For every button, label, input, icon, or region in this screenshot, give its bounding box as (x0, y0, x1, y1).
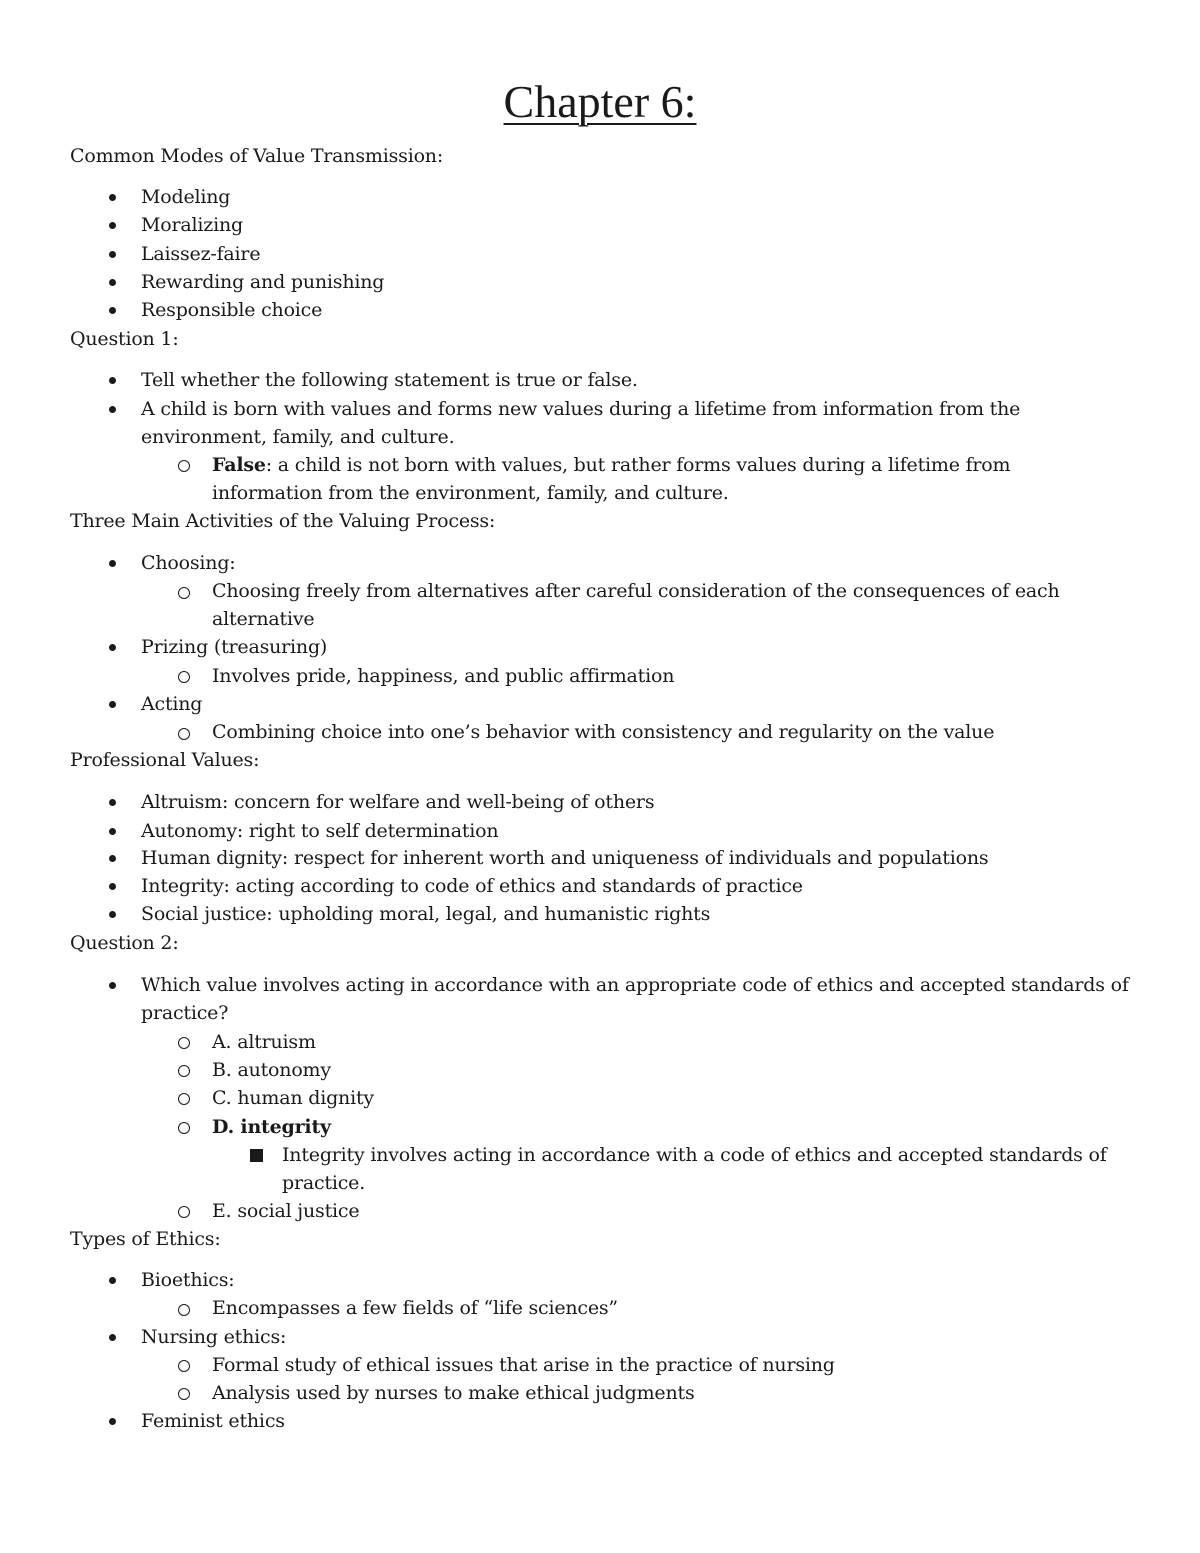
bullet-icon (109, 982, 116, 989)
sub-item: Formal study of ethical issues that arise in the practice of nursing (212, 1354, 835, 1376)
list-item-continuation: environment, family, and culture. (141, 426, 455, 448)
list-item: Human dignity: respect for inherent worth and uniqueness of individuals and populations (141, 847, 989, 869)
list-item: Prizing (treasuring) (141, 636, 328, 658)
circle-bullet-icon (178, 460, 190, 472)
bullet-icon (109, 883, 116, 890)
list-item: Nursing ethics: (141, 1326, 287, 1348)
section-heading-question-1: Question 1: (70, 328, 179, 350)
list-item: Tell whether the following statement is true or false. (141, 369, 638, 391)
sub-item: Combining choice into one’s behavior with consistency and regularity on the value (212, 721, 995, 743)
list-item: Responsible choice (141, 299, 323, 321)
page-title: Chapter 6: (503, 76, 697, 127)
answer-option: B. autonomy (212, 1059, 331, 1081)
list-item: Acting (141, 693, 203, 715)
bullet-icon (109, 828, 116, 835)
explanation: Integrity involves acting in accordance with a code of ethics and accepted standards of (282, 1144, 1107, 1166)
section-heading-professional: Professional Values: (70, 749, 260, 771)
bullet-icon (109, 1418, 116, 1425)
list-item: Bioethics: (141, 1269, 235, 1291)
circle-bullet-icon (178, 1304, 190, 1316)
circle-bullet-icon (178, 1206, 190, 1218)
circle-bullet-icon (178, 671, 190, 683)
sub-item: Choosing freely from alternatives after careful consideration of the consequences of each (212, 580, 1060, 602)
bullet-icon (109, 855, 116, 862)
list-item: Autonomy: right to self determination (141, 820, 499, 842)
sub-item-continuation: alternative (212, 608, 315, 630)
circle-bullet-icon (178, 1122, 190, 1134)
answer-option: A. altruism (212, 1031, 316, 1053)
bullet-icon (109, 406, 116, 413)
circle-bullet-icon (178, 1037, 190, 1049)
answer-option: C. human dignity (212, 1087, 374, 1109)
list-item: Moralizing (141, 214, 243, 236)
sub-item: Involves pride, happiness, and public affirmation (212, 665, 675, 687)
section-heading-valuing: Three Main Activities of the Valuing Process: (70, 510, 496, 532)
square-bullet-icon (250, 1149, 263, 1162)
list-item-continuation: practice? (141, 1002, 229, 1024)
bullet-icon (109, 644, 116, 651)
explanation-continuation: practice. (282, 1172, 366, 1194)
sub-item: Encompasses a few fields of “life sciences” (212, 1297, 618, 1319)
section-heading-question-2: Question 2: (70, 932, 179, 954)
bullet-icon (109, 194, 116, 201)
bullet-icon (109, 1334, 116, 1341)
list-item: Choosing: (141, 552, 236, 574)
circle-bullet-icon (178, 1065, 190, 1077)
circle-bullet-icon (178, 1093, 190, 1105)
bullet-icon (109, 1277, 116, 1284)
bullet-icon (109, 222, 116, 229)
section-heading-modes: Common Modes of Value Transmission: (70, 145, 444, 167)
bullet-icon (109, 799, 116, 806)
answer-option-correct: D. integrity (212, 1116, 331, 1138)
answer-option: E. social justice (212, 1200, 360, 1222)
list-item: Feminist ethics (141, 1410, 285, 1432)
list-item: Modeling (141, 186, 231, 208)
list-item: Social justice: upholding moral, legal, and humanistic rights (141, 903, 711, 925)
list-item: A child is born with values and forms new values during a lifetime from information from the (141, 398, 1021, 420)
list-item: Laissez-faire (141, 243, 261, 265)
circle-bullet-icon (178, 587, 190, 599)
bullet-icon (109, 307, 116, 314)
answer-line: False: a child is not born with values, but rather forms values during a lifetime from (212, 454, 1011, 476)
circle-bullet-icon (178, 1388, 190, 1400)
bullet-icon (109, 560, 116, 567)
bullet-icon (109, 279, 116, 286)
list-item: Altruism: concern for welfare and well-being of others (141, 791, 655, 813)
bullet-icon (109, 701, 116, 708)
list-item: Integrity: acting according to code of ethics and standards of practice (141, 875, 803, 897)
answer-continuation: information from the environment, family, and culture. (212, 482, 729, 504)
bullet-icon (109, 251, 116, 258)
bullet-icon (109, 911, 116, 918)
section-heading-ethics: Types of Ethics: (70, 1228, 221, 1250)
list-item: Rewarding and punishing (141, 271, 385, 293)
list-item: Which value involves acting in accordance with an appropriate code of ethics and accepted standards of (141, 974, 1129, 996)
bullet-icon (109, 377, 116, 384)
sub-item: Analysis used by nurses to make ethical judgments (212, 1382, 695, 1404)
circle-bullet-icon (178, 1360, 190, 1372)
circle-bullet-icon (178, 728, 190, 740)
answer-label: False (212, 454, 266, 476)
